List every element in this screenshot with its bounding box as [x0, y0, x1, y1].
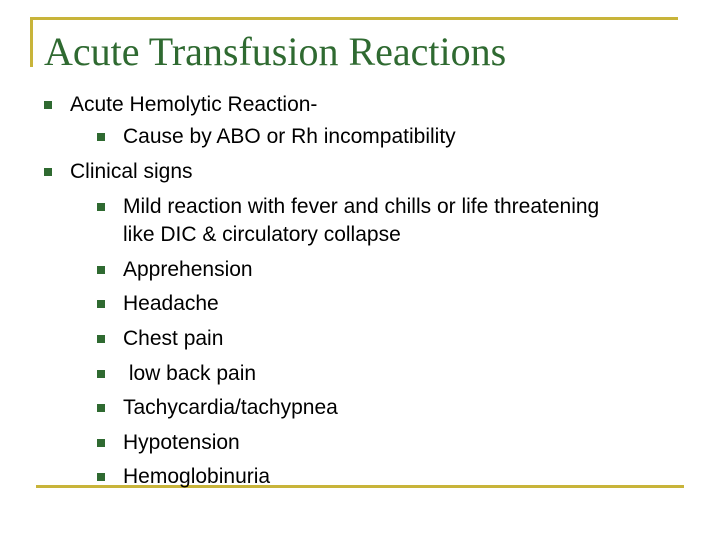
frame-left-rule	[30, 17, 33, 67]
list-item-text: Acute Hemolytic Reaction-	[70, 93, 318, 116]
square-bullet-icon	[97, 203, 105, 211]
square-bullet-icon	[97, 473, 105, 481]
slide-title: Acute Transfusion Reactions	[44, 29, 507, 74]
list-item-text: Chest pain	[123, 327, 224, 350]
square-bullet-icon	[97, 370, 105, 378]
list-item-text: Headache	[123, 292, 219, 315]
list-item-text: Hypotension	[123, 431, 240, 454]
frame-top-rule	[30, 17, 678, 20]
list-item-text: Apprehension	[123, 258, 253, 281]
list-item-text: Hemoglobinuria	[123, 465, 271, 488]
square-bullet-icon	[97, 404, 105, 412]
list-item-text: Mild reaction with fever and chills or life threatening	[123, 195, 600, 218]
list-item-text: low back pain	[123, 362, 257, 385]
list-item-text: Cause by ABO or Rh incompatibility	[123, 125, 456, 148]
square-bullet-icon	[44, 168, 52, 176]
square-bullet-icon	[97, 133, 105, 141]
square-bullet-icon	[97, 335, 105, 343]
square-bullet-icon	[97, 300, 105, 308]
square-bullet-icon	[97, 266, 105, 274]
list-item-text: Clinical signs	[70, 160, 193, 183]
square-bullet-icon	[97, 439, 105, 447]
list-item-text: Tachycardia/tachypnea	[123, 396, 338, 419]
list-item-text: like DIC & circulatory collapse	[123, 223, 401, 246]
square-bullet-icon	[44, 101, 52, 109]
